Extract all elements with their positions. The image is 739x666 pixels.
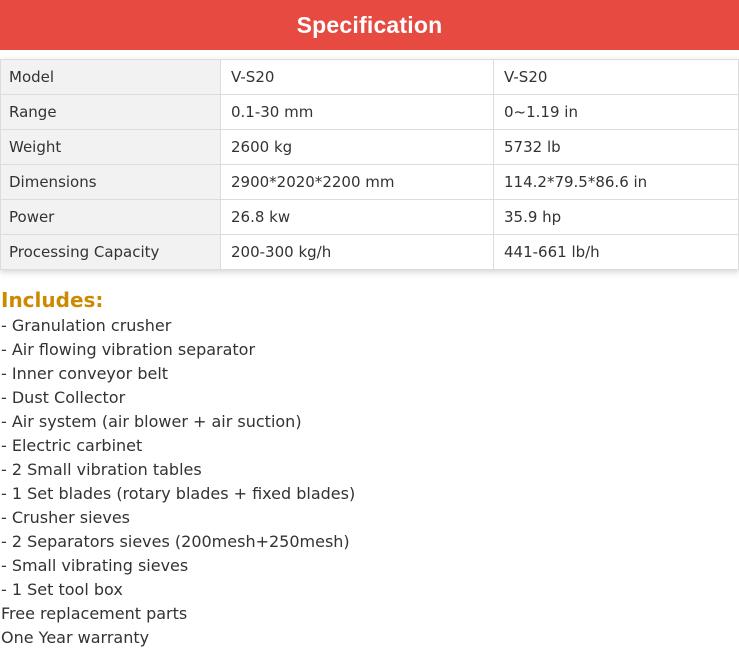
row-label: Range [1,95,221,130]
row-label: Model [1,60,221,95]
spec-table [0,59,739,270]
metric-value: 0.1-30 mm [221,95,494,130]
imperial-value: 35.9 hp [494,200,739,235]
list-item: - 2 Separators sieves (200mesh+250mesh) [1,532,350,551]
table-row [1,130,739,165]
list-item: - Electric carbinet [1,436,143,455]
metric-value: 200-300 kg/h [221,235,494,270]
imperial-value: 441-661 lb/h [494,235,739,270]
table-row [1,235,739,270]
list-item: - Air flowing vibration separator [1,340,256,359]
metric-value: 2600 kg [221,130,494,165]
includes-list [1,314,355,602]
spec-table-container [0,59,739,270]
row-label: Weight [1,130,221,165]
list-item: - Small vibrating sieves [1,556,189,575]
list-item: - 1 Set tool box [1,580,123,599]
list-item: - 1 Set blades (rotary blades + fixed blades) [1,484,356,503]
list-item: - Crusher sieves [1,508,131,527]
list-item: - Dust Collector [1,388,126,407]
extra-line-warranty: One Year warranty [1,628,150,647]
includes-section [1,288,355,650]
list-item: - 2 Small vibration tables [1,460,202,479]
includes-title: Includes: [1,288,104,312]
table-row [1,165,739,200]
imperial-value: 0~1.19 in [494,95,739,130]
list-item: - Inner conveyor belt [1,364,169,383]
specification-header [0,0,739,50]
imperial-value: 5732 lb [494,130,739,165]
imperial-value: 114.2*79.5*86.6 in [494,165,739,200]
table-row [1,60,739,95]
extra-line-replacement-parts: Free replacement parts [1,604,188,623]
table-row [1,200,739,235]
metric-value: 26.8 kw [221,200,494,235]
row-label: Dimensions [1,165,221,200]
metric-value: 2900*2020*2200 mm [221,165,494,200]
list-item: - Granulation crusher [1,316,172,335]
list-item: - Air system (air blower + air suction) [1,412,302,431]
imperial-value: V-S20 [494,60,739,95]
page-title: Specification [296,11,443,38]
table-row [1,95,739,130]
row-label: Processing Capacity [1,235,221,270]
row-label: Power [1,200,221,235]
metric-value: V-S20 [221,60,494,95]
